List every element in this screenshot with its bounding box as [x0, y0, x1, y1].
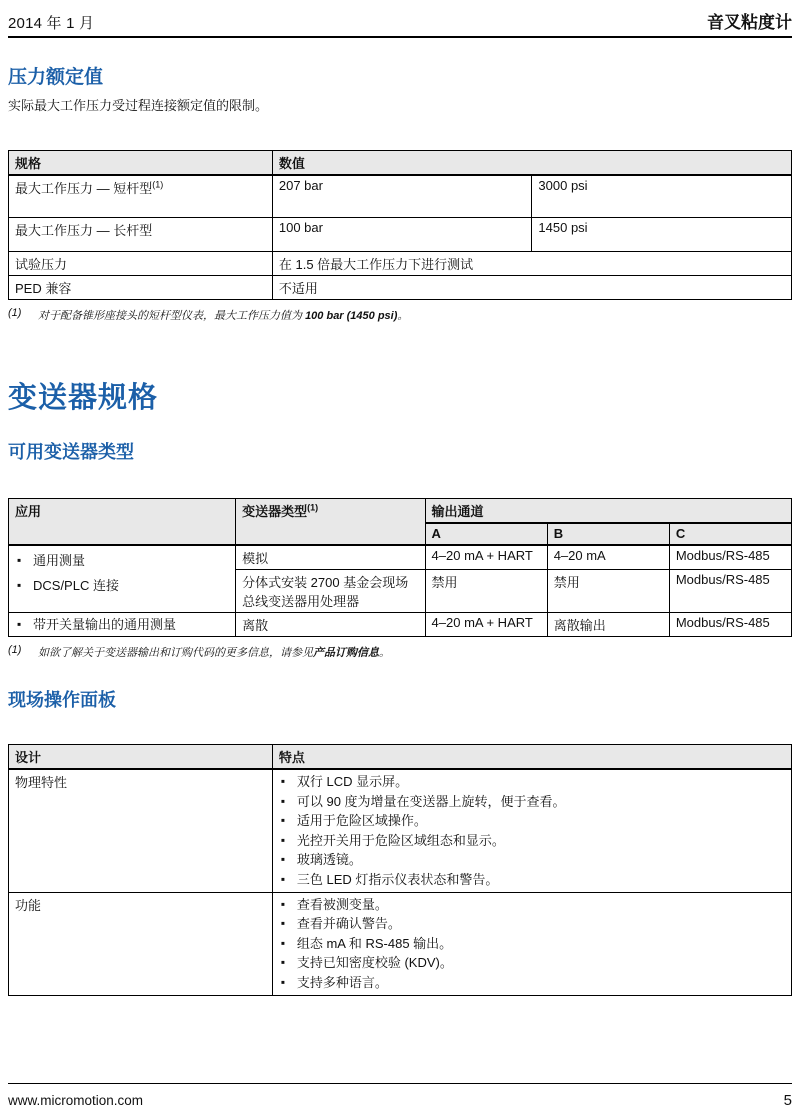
- transmitter-type-cell: 分体式安装 2700 基金会现场总线变送器用处理器: [236, 569, 425, 612]
- footnote-marker: (1): [8, 644, 22, 657]
- feature-list-item: ▪ 支持多种语言。: [279, 973, 785, 993]
- footnote-text: [38, 307, 408, 323]
- feature-list-item: ▪ 支持已知密度校验 (KDV)。: [279, 953, 785, 973]
- header-product-title: 音叉粘度计: [707, 13, 792, 32]
- feature-list-item: ▪ 光控开关用于危险区域组态和显示。: [279, 831, 785, 851]
- feature-list-item: ▪ 适用于危险区域操作。: [279, 811, 785, 831]
- value-psi-cell: 1450 psi: [532, 217, 792, 251]
- pressure-intro-text: 实际最大工作压力受过程连接额定值的限制。: [8, 98, 269, 113]
- feature-list-item: ▪ 可以 90 度为增量在变送器上旋转，便于查看。: [279, 792, 785, 812]
- column-header-channel-b: B: [547, 523, 669, 545]
- chapter-title-transmitter: 变送器规格: [8, 381, 159, 414]
- channel-c-cell: Modbus/RS-485: [669, 612, 791, 637]
- panel-table: [8, 744, 792, 996]
- section-title-panel: 现场操作面板: [8, 690, 116, 711]
- features-cell: [272, 892, 791, 995]
- footnote-ref: (1): [152, 179, 164, 190]
- features-cell: [272, 769, 791, 892]
- column-header-transmitter-type: [236, 498, 425, 545]
- column-header-spec: 规格: [9, 151, 273, 176]
- feature-list-item: ▪ 查看被测变量。: [279, 895, 785, 915]
- application-list-item: ▪ 带开关量输出的通用测量: [15, 615, 229, 635]
- column-header-channel-c: C: [669, 523, 791, 545]
- channel-a-cell: 禁用: [425, 569, 547, 612]
- value-bar-cell: 100 bar: [272, 217, 532, 251]
- table-row: [9, 275, 792, 299]
- page-header: [8, 0, 792, 38]
- transmitter-type-cell: 离散: [236, 612, 425, 637]
- table-header-row: [9, 151, 792, 176]
- column-header-application: 应用: [9, 498, 236, 545]
- footer-website-url: www.micromotion.com: [8, 1093, 144, 1108]
- column-header-features: 特点: [272, 745, 791, 770]
- footnote-text-bold: 产品订购信息: [313, 647, 379, 660]
- spec-label-cell: 最大工作压力 — 长杆型: [9, 217, 273, 251]
- column-header-channel-a: A: [425, 523, 547, 545]
- column-header-type-label: 变送器类型: [242, 503, 308, 519]
- value-bar-cell: 207 bar: [272, 175, 532, 217]
- transmitter-types-table: [8, 498, 792, 638]
- pressure-footnote: [8, 307, 792, 323]
- table-row: [9, 217, 792, 251]
- feature-list-item: ▪ 玻璃透镜。: [279, 850, 785, 870]
- transmitter-type-cell: 模拟: [236, 545, 425, 570]
- table-row: [9, 175, 792, 217]
- section-title-pressure: 压力额定值: [8, 67, 104, 88]
- table-row: [9, 769, 792, 892]
- spec-label-cell: PED 兼容: [9, 275, 273, 299]
- table-row: [9, 892, 792, 995]
- design-label-cell: 功能: [9, 892, 273, 995]
- footnote-text: [38, 644, 390, 660]
- feature-list-item: ▪ 组态 mA 和 RS-485 输出。: [279, 934, 785, 954]
- column-header-output-channels: 输出通道: [425, 498, 791, 523]
- feature-list-item: ▪ 查看并确认警告。: [279, 914, 785, 934]
- header-date: 2014 年 1 月: [8, 15, 95, 32]
- footnote-text-lead: 对于配备锥形座接头的短杆型仪表，最大工作压力值为: [38, 309, 306, 322]
- footer-page-number: 5: [783, 1092, 792, 1109]
- channel-a-cell: 4–20 mA + HART: [425, 612, 547, 637]
- page-footer: [8, 1083, 792, 1109]
- channel-a-cell: 4–20 mA + HART: [425, 545, 547, 570]
- pressure-ratings-table: [8, 150, 792, 300]
- footnote-text-end: 。: [397, 309, 409, 322]
- footnote-text-end: 。: [379, 647, 390, 660]
- footnote-marker: (1): [8, 306, 22, 319]
- table-header-row: [9, 745, 792, 770]
- spec-label-cell: [9, 175, 273, 217]
- value-cell: 不适用: [272, 275, 791, 299]
- column-header-value: 数值: [272, 151, 791, 176]
- table-header-row: [9, 498, 792, 523]
- feature-list-item: ▪ 双行 LCD 显示屏。: [279, 772, 785, 792]
- table-row: [9, 545, 792, 570]
- spec-label: 最大工作压力 — 短杆型: [15, 181, 153, 196]
- value-psi-cell: 3000 psi: [532, 175, 792, 217]
- spec-label-cell: 试验压力: [9, 251, 273, 275]
- channel-b-cell: 4–20 mA: [547, 545, 669, 570]
- feature-list-item: ▪ 三色 LED 灯指示仪表状态和警告。: [279, 870, 785, 890]
- section-title-transmitter-types: 可用变送器类型: [8, 441, 134, 462]
- channel-c-cell: Modbus/RS-485: [669, 545, 791, 570]
- footnote-ref: (1): [307, 502, 319, 513]
- application-list-item: ▪ DCS/PLC 连接: [15, 573, 229, 598]
- channel-b-cell: 禁用: [547, 569, 669, 612]
- column-header-design: 设计: [9, 745, 273, 770]
- channel-c-cell: Modbus/RS-485: [669, 569, 791, 612]
- table-row: [9, 251, 792, 275]
- application-list-item: ▪ 通用测量: [15, 548, 229, 573]
- design-label-cell: 物理特性: [9, 769, 273, 892]
- value-cell: 在 1.5 倍最大工作压力下进行测试: [272, 251, 791, 275]
- application-cell: [9, 612, 236, 637]
- transmitter-types-footnote: [8, 644, 792, 660]
- footnote-text-lead: 如欲了解关于变送器输出和订购代码的更多信息，请参见: [38, 647, 313, 660]
- footnote-text-bold: 100 bar (1450 psi): [305, 309, 398, 322]
- channel-b-cell: 离散输出: [547, 612, 669, 637]
- application-cell: [9, 545, 236, 613]
- table-row: [9, 612, 792, 637]
